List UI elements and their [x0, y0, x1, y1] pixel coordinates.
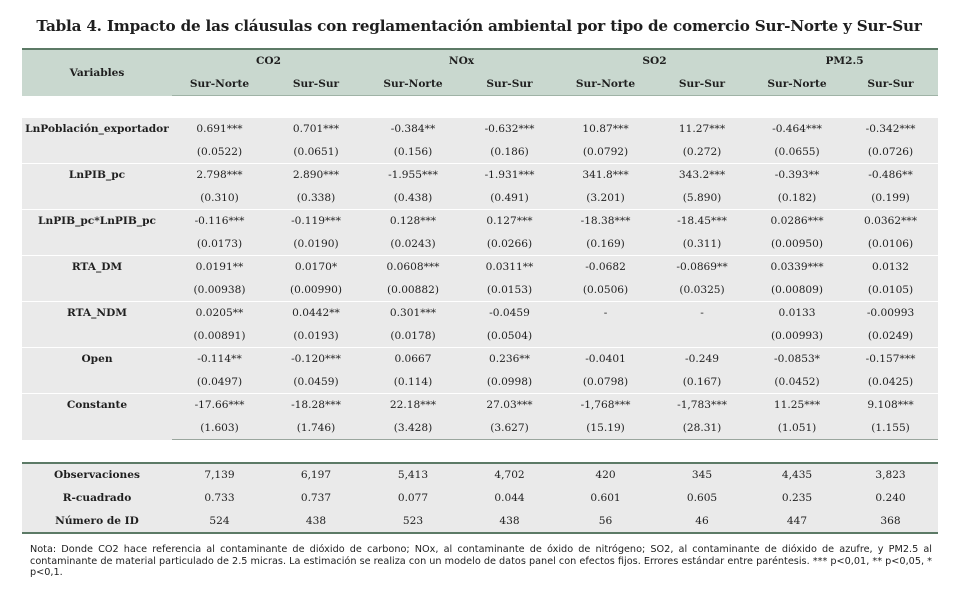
- coefficient-cell: -0.393**: [751, 164, 843, 187]
- coefficient-cell: -0.0401: [558, 348, 653, 371]
- stat-value: 5,413: [365, 463, 461, 487]
- coef-row: [22, 394, 938, 417]
- stderr-cell: (0.0522): [172, 141, 267, 164]
- stat-value: 420: [558, 463, 653, 487]
- table-title: Tabla 4. Impacto de las cláusulas con reglamentación ambiental por tipo de comercio Sur-Norte y Sur-Sur: [36, 17, 922, 35]
- stat-value: 4,702: [461, 463, 558, 487]
- variable-name: RTA_DM: [22, 256, 172, 302]
- stderr-cell: (0.0497): [172, 371, 267, 394]
- stderr-cell: (0.114): [365, 371, 461, 394]
- coefficient-cell: 0.0667: [365, 348, 461, 371]
- variable-name: LnPoblación_exportador: [22, 118, 172, 164]
- spacer-row: [22, 96, 938, 119]
- stderr-cell: (0.0249): [843, 325, 938, 348]
- stat-value: 345: [653, 463, 751, 487]
- stderr-cell: (0.0106): [843, 233, 938, 256]
- coefficient-cell: 11.25***: [751, 394, 843, 417]
- subheader: Sur-Sur: [843, 73, 938, 96]
- coefficient-cell: 0.0339***: [751, 256, 843, 279]
- coefficient-cell: -0.114**: [172, 348, 267, 371]
- coefficient-cell: 0.0205**: [172, 302, 267, 325]
- coefficient-cell: -0.384**: [365, 118, 461, 141]
- stderr-cell: (3.201): [558, 187, 653, 210]
- stat-name: Observaciones: [22, 463, 172, 487]
- coefficient-cell: -0.632***: [461, 118, 558, 141]
- stderr-cell: (0.0998): [461, 371, 558, 394]
- coefficient-cell: 27.03***: [461, 394, 558, 417]
- group-header-so2: SO2: [558, 49, 751, 73]
- variable-name: Constante: [22, 394, 172, 440]
- stderr-cell: (0.0178): [365, 325, 461, 348]
- stat-name: Número de ID: [22, 509, 172, 533]
- coefficient-cell: -0.00993: [843, 302, 938, 325]
- coefficient-cell: 9.108***: [843, 394, 938, 417]
- coef-row: [22, 256, 938, 279]
- coefficient-cell: 0.701***: [267, 118, 365, 141]
- subheader: Sur-Sur: [267, 73, 365, 96]
- group-header-pm25: PM2.5: [751, 49, 938, 73]
- stderr-cell: [558, 325, 653, 348]
- stderr-cell: (3.428): [365, 417, 461, 440]
- coefficient-cell: 341.8***: [558, 164, 653, 187]
- coefficient-cell: -0.464***: [751, 118, 843, 141]
- coefficient-cell: -18.28***: [267, 394, 365, 417]
- coefficient-cell: -0.157***: [843, 348, 938, 371]
- stderr-cell: (0.00990): [267, 279, 365, 302]
- stderr-cell: (0.0655): [751, 141, 843, 164]
- coefficient-cell: 0.0170*: [267, 256, 365, 279]
- stderr-cell: (0.00993): [751, 325, 843, 348]
- stderr-cell: (0.00938): [172, 279, 267, 302]
- coefficient-cell: -0.120***: [267, 348, 365, 371]
- coefficient-cell: 0.0311**: [461, 256, 558, 279]
- stderr-cell: (0.0243): [365, 233, 461, 256]
- coefficient-cell: 22.18***: [365, 394, 461, 417]
- stat-value: 438: [461, 509, 558, 533]
- coef-row: [22, 118, 938, 141]
- coefficient-cell: -0.116***: [172, 210, 267, 233]
- stat-value: 438: [267, 509, 365, 533]
- stderr-cell: (0.0792): [558, 141, 653, 164]
- coefficient-cell: 10.87***: [558, 118, 653, 141]
- coefficient-cell: -0.0459: [461, 302, 558, 325]
- stderr-cell: (0.00882): [365, 279, 461, 302]
- coef-row: [22, 164, 938, 187]
- spacer-row: [22, 440, 938, 464]
- stderr-cell: (0.310): [172, 187, 267, 210]
- stderr-cell: (0.0506): [558, 279, 653, 302]
- coefficient-cell: -18.45***: [653, 210, 751, 233]
- stderr-cell: (0.186): [461, 141, 558, 164]
- stat-value: 447: [751, 509, 843, 533]
- variable-name: LnPIB_pc*LnPIB_pc: [22, 210, 172, 256]
- group-header-co2: CO2: [172, 49, 365, 73]
- coefficient-cell: -0.0853*: [751, 348, 843, 371]
- coefficient-cell: -18.38***: [558, 210, 653, 233]
- stderr-cell: (0.311): [653, 233, 751, 256]
- stderr-cell: (0.0153): [461, 279, 558, 302]
- stderr-cell: (0.0651): [267, 141, 365, 164]
- stat-value: 0.733: [172, 487, 267, 510]
- stats-row: [22, 463, 938, 487]
- stderr-cell: (0.0325): [653, 279, 751, 302]
- stderr-cell: (0.0105): [843, 279, 938, 302]
- stderr-cell: (0.00950): [751, 233, 843, 256]
- stderr-cell: (0.0459): [267, 371, 365, 394]
- group-header-nox: NOx: [365, 49, 558, 73]
- coefficient-cell: 0.0133: [751, 302, 843, 325]
- header-row-groups: [22, 49, 938, 73]
- coefficient-cell: 0.0286***: [751, 210, 843, 233]
- coefficient-cell: -0.342***: [843, 118, 938, 141]
- coefficient-cell: 0.691***: [172, 118, 267, 141]
- stat-value: 0.044: [461, 487, 558, 510]
- coefficient-cell: -0.486**: [843, 164, 938, 187]
- coefficient-cell: 0.0362***: [843, 210, 938, 233]
- subheader: Sur-Norte: [172, 73, 267, 96]
- table-note: Nota: Donde CO2 hace referencia al contaminante de dióxido de carbono; NOx, al contaminante de óxido de nitrógeno; SO2, al contaminante de dióxido de azufre, y PM2.5 al contaminante de material particulado de 2.5 micras. La estimación se realiza con un modelo de datos panel con efectos fijos. Errores estándar entre paréntesis. *** p<0,01, ** p<0,05, * p<0,1.: [30, 544, 932, 578]
- stderr-cell: (0.0726): [843, 141, 938, 164]
- subheader: Sur-Norte: [365, 73, 461, 96]
- stderr-cell: (0.0266): [461, 233, 558, 256]
- stderr-cell: (0.0798): [558, 371, 653, 394]
- coefficient-cell: 2.798***: [172, 164, 267, 187]
- stderr-cell: (0.156): [365, 141, 461, 164]
- stats-row: [22, 487, 938, 510]
- stat-name: R-cuadrado: [22, 487, 172, 510]
- stderr-cell: (0.272): [653, 141, 751, 164]
- coefficient-cell: 0.128***: [365, 210, 461, 233]
- stat-value: 0.605: [653, 487, 751, 510]
- coefficient-cell: -0.249: [653, 348, 751, 371]
- stat-value: 368: [843, 509, 938, 533]
- coefficient-cell: 0.0608***: [365, 256, 461, 279]
- stderr-cell: (1.051): [751, 417, 843, 440]
- coefficient-cell: 0.0132: [843, 256, 938, 279]
- stderr-cell: (0.169): [558, 233, 653, 256]
- stderr-cell: (0.0452): [751, 371, 843, 394]
- stderr-cell: (0.199): [843, 187, 938, 210]
- coefficient-cell: 2.890***: [267, 164, 365, 187]
- coefficient-cell: 0.236**: [461, 348, 558, 371]
- subheader: Sur-Norte: [558, 73, 653, 96]
- coef-row: [22, 210, 938, 233]
- stderr-cell: (1.746): [267, 417, 365, 440]
- stderr-cell: (0.00809): [751, 279, 843, 302]
- coef-row: [22, 348, 938, 371]
- stat-value: 7,139: [172, 463, 267, 487]
- coefficient-cell: -1,783***: [653, 394, 751, 417]
- stderr-cell: (1.155): [843, 417, 938, 440]
- coefficient-cell: -: [558, 302, 653, 325]
- stat-value: 0.235: [751, 487, 843, 510]
- stderr-cell: (0.0173): [172, 233, 267, 256]
- stderr-cell: (0.491): [461, 187, 558, 210]
- variable-name: Open: [22, 348, 172, 394]
- coefficient-cell: 11.27***: [653, 118, 751, 141]
- coefficient-cell: -0.119***: [267, 210, 365, 233]
- stderr-cell: (1.603): [172, 417, 267, 440]
- stderr-cell: (0.0193): [267, 325, 365, 348]
- stat-value: 56: [558, 509, 653, 533]
- coefficient-cell: -0.0869**: [653, 256, 751, 279]
- variable-name: RTA_NDM: [22, 302, 172, 348]
- coef-row: [22, 302, 938, 325]
- regression-table: [22, 48, 938, 534]
- stderr-cell: (0.0504): [461, 325, 558, 348]
- stderr-cell: (0.0425): [843, 371, 938, 394]
- coefficient-cell: -0.0682: [558, 256, 653, 279]
- stderr-cell: (0.00891): [172, 325, 267, 348]
- coefficient-cell: -1.931***: [461, 164, 558, 187]
- stat-value: 0.240: [843, 487, 938, 510]
- stderr-cell: (5.890): [653, 187, 751, 210]
- stat-value: 0.737: [267, 487, 365, 510]
- stderr-cell: (15.19): [558, 417, 653, 440]
- stderr-cell: (3.627): [461, 417, 558, 440]
- subheader: Sur-Sur: [461, 73, 558, 96]
- stats-row: [22, 509, 938, 533]
- stderr-cell: [653, 325, 751, 348]
- coefficient-cell: 0.0191**: [172, 256, 267, 279]
- coefficient-cell: 0.301***: [365, 302, 461, 325]
- stat-value: 0.077: [365, 487, 461, 510]
- stat-value: 0.601: [558, 487, 653, 510]
- stat-value: 3,823: [843, 463, 938, 487]
- variable-name: LnPIB_pc: [22, 164, 172, 210]
- stderr-cell: (0.182): [751, 187, 843, 210]
- stat-value: 524: [172, 509, 267, 533]
- subheader: Sur-Sur: [653, 73, 751, 96]
- coefficient-cell: -1,768***: [558, 394, 653, 417]
- stat-value: 523: [365, 509, 461, 533]
- subheader: Sur-Norte: [751, 73, 843, 96]
- coefficient-cell: -: [653, 302, 751, 325]
- coefficient-cell: -17.66***: [172, 394, 267, 417]
- stderr-cell: (0.0190): [267, 233, 365, 256]
- stat-value: 46: [653, 509, 751, 533]
- coefficient-cell: 343.2***: [653, 164, 751, 187]
- coefficient-cell: 0.127***: [461, 210, 558, 233]
- stderr-cell: (0.338): [267, 187, 365, 210]
- coefficient-cell: 0.0442**: [267, 302, 365, 325]
- stat-value: 6,197: [267, 463, 365, 487]
- stderr-cell: (0.167): [653, 371, 751, 394]
- stderr-cell: (28.31): [653, 417, 751, 440]
- variables-header: Variables: [22, 49, 172, 96]
- stat-value: 4,435: [751, 463, 843, 487]
- coefficient-cell: -1.955***: [365, 164, 461, 187]
- stderr-cell: (0.438): [365, 187, 461, 210]
